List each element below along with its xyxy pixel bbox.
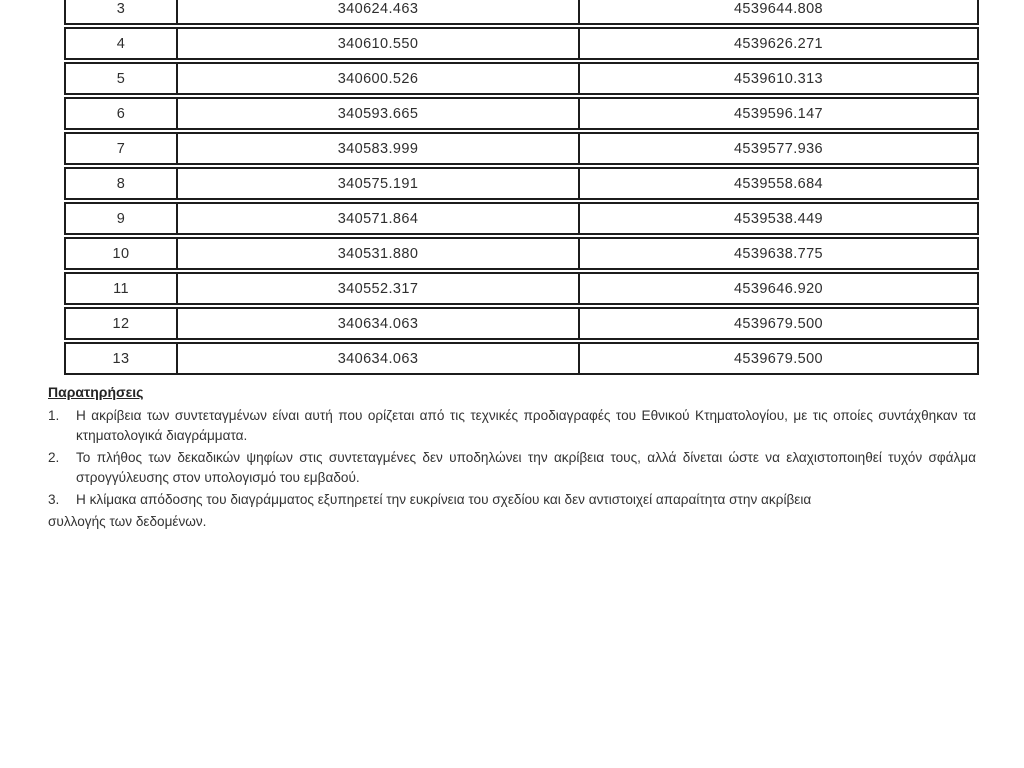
x-coordinate-cell: 340634.063 — [178, 309, 580, 338]
x-coordinate-cell: 340610.550 — [178, 29, 580, 58]
x-coordinate-cell: 340624.463 — [178, 0, 580, 23]
notes-list — [48, 406, 976, 510]
table-row — [64, 272, 979, 305]
note-number: 1. — [48, 408, 60, 423]
note-text: Η ακρίβεια των συντεταγμένων είναι αυτή που ορίζεται από τις τεχνικές προδιαγραφές του Εθνικού Κτηματολογίου, με τις οποίες συντάχθηκαν τα κτηματολογικά διαγράμματα. — [76, 408, 976, 443]
y-coordinate-cell: 4539644.808 — [733, 0, 824, 17]
point-number-cell: 13 — [66, 344, 178, 373]
y-coordinate-cell: 4539577.936 — [733, 140, 824, 157]
y-coordinate-cell: 4539638.775 — [733, 245, 824, 262]
x-coordinate-cell: 340575.191 — [178, 169, 580, 198]
x-coordinate-cell: 340552.317 — [178, 274, 580, 303]
table-row — [64, 97, 979, 130]
table-row — [64, 202, 979, 235]
point-number-cell: 8 — [66, 169, 178, 198]
note-text: Η κλίμακα απόδοσης του διαγράμματος εξυπηρετεί την ευκρίνεια του σχεδίου και δεν αντιστοιχεί απαραίτητα στην ακρίβεια — [76, 492, 812, 507]
coordinates-table — [64, 0, 979, 377]
point-number-cell: 6 — [66, 99, 178, 128]
table-row — [64, 237, 979, 270]
y-coordinate-cell: 4539596.147 — [733, 105, 824, 122]
point-number-cell: 7 — [66, 134, 178, 163]
notes-heading: Παρατηρήσεις — [48, 384, 144, 400]
y-coordinate-cell: 4539646.920 — [733, 280, 824, 297]
x-coordinate-cell: 340600.526 — [178, 64, 580, 93]
x-coordinate-cell: 340571.864 — [178, 204, 580, 233]
note-text: Το πλήθος των δεκαδικών ψηφίων στις συντεταγμένες δεν υποδηλώνει την ακρίβεια τους, αλλά δίνεται ώστε να ελαχιστοποιηθεί τυχόν σφάλμα στρογγύλευσης στον υπολογισμό του εμβαδού. — [76, 450, 976, 485]
point-number-cell: 11 — [66, 274, 178, 303]
y-coordinate-cell: 4539538.449 — [733, 210, 824, 227]
y-coordinate-cell: 4539558.684 — [733, 175, 824, 192]
point-number-cell: 3 — [66, 0, 178, 23]
note-number: 3. — [48, 492, 60, 507]
note-item — [48, 448, 976, 488]
note-continuation-line: συλλογής των δεδομένων. — [48, 514, 207, 529]
y-coordinate-cell: 4539626.271 — [733, 35, 824, 52]
point-number-cell: 5 — [66, 64, 178, 93]
point-number-cell: 4 — [66, 29, 178, 58]
note-number: 2. — [48, 450, 60, 465]
table-row — [64, 307, 979, 340]
table-row — [64, 342, 979, 375]
y-coordinate-cell: 4539679.500 — [733, 350, 824, 367]
note-item — [48, 490, 976, 510]
table-row — [64, 27, 979, 60]
point-number-cell: 10 — [66, 239, 178, 268]
y-coordinate-cell: 4539610.313 — [733, 70, 824, 87]
table-row — [64, 0, 979, 25]
x-coordinate-cell: 340634.063 — [178, 344, 580, 373]
note-item — [48, 406, 976, 446]
table-row — [64, 167, 979, 200]
point-number-cell: 9 — [66, 204, 178, 233]
table-row — [64, 132, 979, 165]
x-coordinate-cell: 340593.665 — [178, 99, 580, 128]
y-coordinate-cell: 4539679.500 — [733, 315, 824, 332]
point-number-cell: 12 — [66, 309, 178, 338]
notes-section — [48, 384, 976, 532]
table-row — [64, 62, 979, 95]
x-coordinate-cell: 340583.999 — [178, 134, 580, 163]
x-coordinate-cell: 340531.880 — [178, 239, 580, 268]
